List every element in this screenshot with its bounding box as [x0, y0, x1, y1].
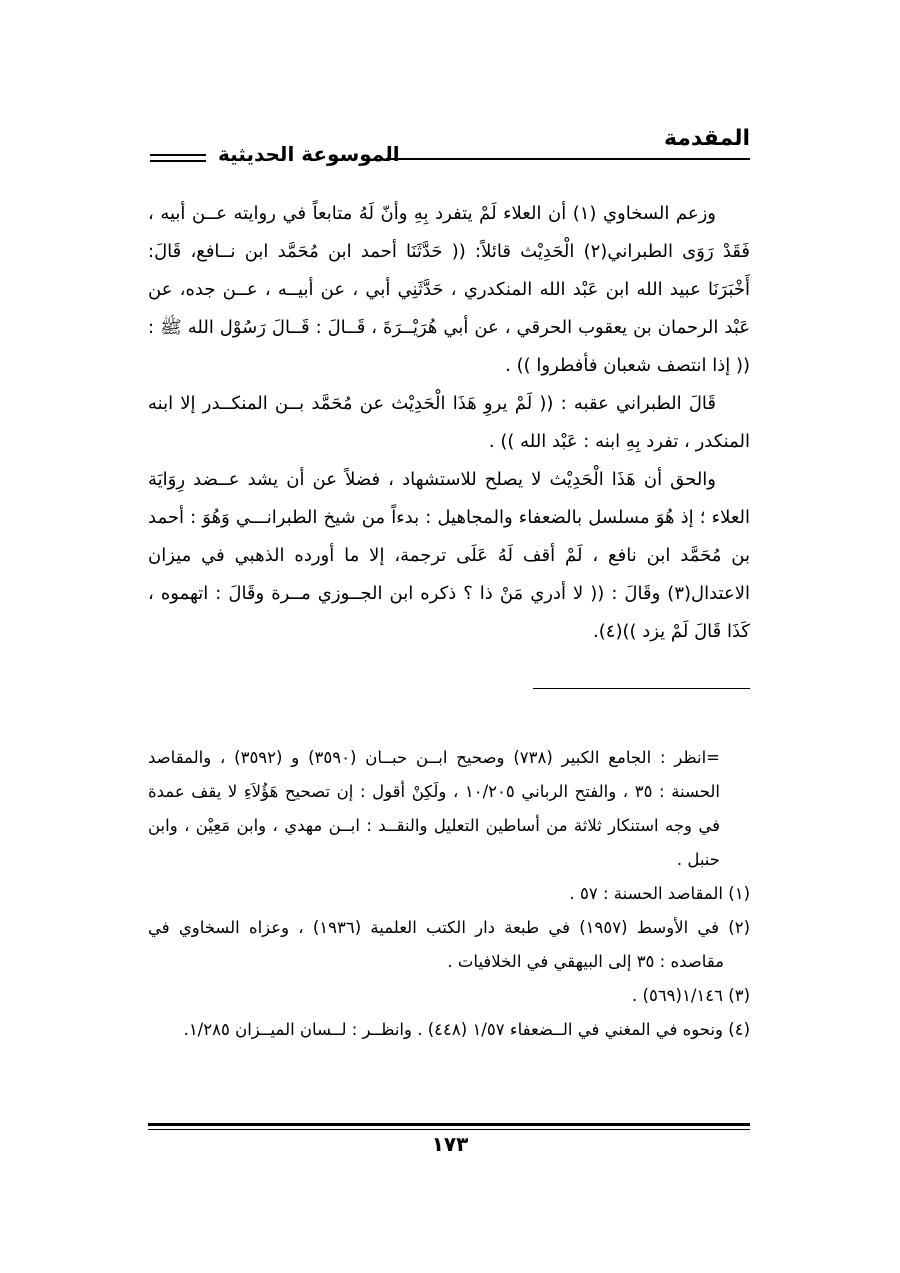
- footnote-continuation: =انظر : الجامع الكبير (٧٣٨) وصحيح ابــن حبــان (٣٥٩٠) و (٣٥٩٢) ، والمقاصد الحسنة : ٣٥ ، والفتح الرباني ١٠/٢٠٥ ، ولَكِنْ أقول : إن تصحيح هَؤُلاَءِ لا يقف عمدة في وجه استنكار ثلاثة من أساطين التعليل والنقــد : ابــن مهدي ، وابن مَعِيْن ، وابن حنبل .: [148, 748, 721, 869]
- footnote-item: (٢) في الأوسط (١٩٥٧) في طبعة دار الكتب العلمية (١٩٣٦) ، وعزاه السخاوي في مقاصده : ٣٥ إلى البيهقي في الخلافيات .: [148, 918, 751, 971]
- body-paragraph: والحق أن هَذَا الْحَدِيْث لا يصلح للاستشهاد ، فضلاً عن أن يشد عــضد رِوَايَة العلاء ؛ إذ هُوَ مسلسل بالضعفاء والمجاهيل : بدءاً من شيخ الطبرانـــي وَهُوَ : أحمد بن مُحَمَّد ابن نافع ، لَمْ أقف لَهُ عَلَى ترجمة، إلا ما أورده الذهبي في ميزان الاعتدال(٣) وقَالَ : (( لا أدري مَنْ ذا ؟ ذكره ابن الجــوزي مــرة وقَالَ : اتهموه ، كَذَا قَالَ لَمْ يزد ))(٤).: [148, 469, 750, 642]
- footnote-item: (١) المقاصد الحسنة : ٥٧ .: [569, 884, 750, 903]
- page-number: ١٧٣: [431, 1132, 469, 1156]
- body-paragraph: قَالَ الطبراني عقبه : (( لَمْ يروِ هَذَا الْحَدِيْث عن مُحَمَّد بــن المنكــدر إلا ابنه المنكدر ، تفرد بِهِ ابنه : عَبْد الله )) .: [148, 393, 750, 452]
- body-paragraph: وزعم السخاوي (١) أن العلاء لَمْ يتفرد بِهِ وأنّ لَهُ متابعاً في روايته عــن أبيه ، فَقَدْ رَوَى الطبراني(٢) الْحَدِيْث قائلاً: (( حَدَّثَنَا أحمد ابن مُحَمَّد ابن نــافع، قَالَ: أَخْبَرَنَا عبيد الله ابن عَبْد الله المنكدري ، حَدَّثَنِي أبي ، عن أبيــه ، عــن جده، عن عَبْد الرحمان بن يعقوب الحرقي ، عن أبي هُرَيْــرَةَ ، قَــالَ : قَــالَ رَسُوْل الله ﷺ : (( إذا انتصف شعبان فأفطروا )) .: [148, 203, 751, 376]
- footnote-divider: [533, 688, 750, 689]
- book-title: الموسوعة الحديثية: [218, 142, 400, 166]
- header-rule-left-bottom: [150, 160, 206, 162]
- footnote-item: (٣) ١/١٤٦(٥٦٩) .: [632, 986, 750, 1005]
- header-rule-left-top: [150, 154, 206, 156]
- footnote-item: (٤) ونحوه في المغني في الــضعفاء ١/٥٧ (٤٤٨) . وانظــر : لــسان الميــزان ١/٢٨٥.: [183, 1020, 750, 1039]
- section-title: المقدمة: [663, 126, 750, 151]
- main-text: [148, 195, 750, 651]
- header-underline-right: [386, 158, 750, 160]
- footnotes: [148, 741, 750, 1047]
- footer-rule-thin: [148, 1129, 750, 1130]
- footer-rule-thick: [148, 1123, 750, 1126]
